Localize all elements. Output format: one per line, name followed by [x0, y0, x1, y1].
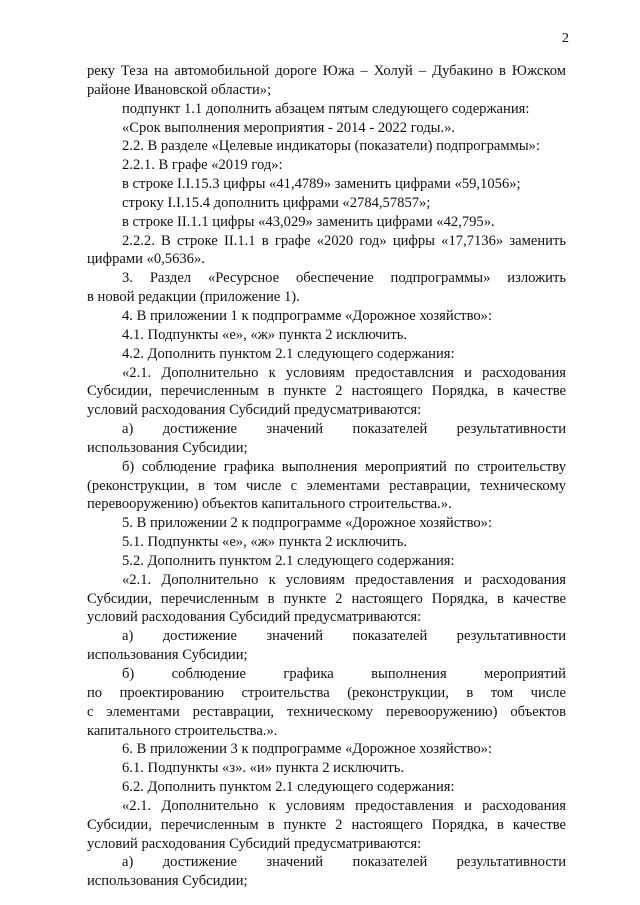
page-number: 2	[562, 31, 569, 46]
text-line: капитального строительства.».	[87, 722, 278, 739]
text-line: б) соблюдение графика выполнения мероприятий по строительству	[122, 458, 566, 475]
text-line: «2.1. Дополнительно к условиям предоставлсния и расходования	[122, 364, 566, 381]
text-line: 6.2. Дополнить пунктом 2.1 следующего содержания:	[122, 779, 455, 796]
text-line: а) достижение значений показателей результативности	[122, 854, 566, 871]
text-line: 5. В приложении 2 к подпрограмме «Дорожное хозяйство»:	[122, 515, 493, 532]
text-line: 5.2. Дополнить пунктом 2.1 следующего содержания:	[122, 552, 455, 569]
text-line: Субсидии, перечисленным в пункте 2 настоящего Порядка, в качестве	[87, 383, 566, 400]
text-line: с элементами реставрации, техническому перевооружению) объектов	[87, 703, 566, 720]
document-body	[87, 62, 566, 891]
text-line: использования Субсидии;	[87, 873, 248, 890]
text-line: «2.1. Дополнительно к условиям предоставления и расходования	[122, 797, 566, 814]
text-line: Субсидии, перечисленным в пункте 2 настоящего Порядка, в качестве	[87, 816, 566, 833]
text-line: использования Субсидии;	[87, 647, 248, 664]
text-line: строку I.I.15.4 дополнить цифрами «2784,57857»;	[122, 194, 431, 211]
text-line: 5.1. Подпункты «е», «ж» пункта 2 исключить.	[122, 534, 407, 551]
text-line: цифрами «0,5636».	[87, 251, 205, 268]
text-line: 2.2.2. В строке II.1.1 в графе «2020 год» цифры «17,7136» заменить	[122, 232, 566, 249]
text-line: районе Ивановской области»;	[87, 81, 272, 98]
text-line: б) соблюдение графика выполнения мероприятий	[122, 666, 566, 682]
text-line: по проектированию строительства (реконструкции, в том числе	[87, 684, 566, 701]
text-line: перевооружению) объектов капитального строительства.».	[87, 496, 452, 513]
text-line: условий расходования Субсидий предусматриваются:	[87, 835, 422, 852]
text-line: в строке II.1.1 цифры «43,029» заменить цифрами «42,795».	[122, 213, 495, 230]
text-line: использования Субсидии;	[87, 439, 248, 456]
text-line: 6.1. Подпункты «з». «и» пункта 2 исключить.	[122, 760, 405, 777]
text-line: 4.2. Дополнить пунктом 2.1 следующего содержания:	[122, 345, 455, 362]
text-line: условий расходования Субсидий предусматриваются:	[87, 402, 422, 419]
text-line: 2.2. В разделе «Целевые индикаторы (показатели) подпрограммы»:	[122, 138, 540, 155]
text-line: (реконструкции, в том числе с элементами реставрации, техническому	[87, 477, 566, 494]
text-line: 4.1. Подпункты «е», «ж» пункта 2 исключить.	[122, 326, 407, 343]
text-line: в строке I.I.15.3 цифры «41,4789» заменить цифрами «59,1056»;	[122, 176, 521, 193]
text-line: 6. В приложении 3 к подпрограмме «Дорожное хозяйство»:	[122, 741, 493, 758]
text-line: Субсидии, перечисленным в пункте 2 настоящего Порядка, в качестве	[87, 590, 566, 607]
text-line: а) достижение значений показателей результативности	[122, 628, 566, 645]
text-line: 3. Раздел «Ресурсное обеспечение подпрограммы» изложить	[122, 270, 566, 287]
text-line: 4. В приложении 1 к подпрограмме «Дорожное хозяйство»:	[122, 307, 493, 324]
text-line: условий расходования Субсидий предусматриваются:	[87, 609, 422, 626]
text-line: подпункт 1.1 дополнить абзацем пятым следующего содержания:	[122, 100, 530, 117]
text-line: реку Теза на автомобильной дороге Южа – Холуй – Дубакино в Южском	[87, 63, 566, 79]
text-line: в новой редакции (приложение 1).	[87, 289, 300, 306]
text-line: а) достижение значений показателей результативности	[122, 421, 566, 438]
text-line: «2.1. Дополнительно к условиям предоставления и расходования	[122, 571, 566, 588]
text-line: «Срок выполнения мероприятия - 2014 - 2022 годы.».	[122, 119, 456, 136]
text-line: 2.2.1. В графе «2019 год»:	[122, 157, 283, 174]
